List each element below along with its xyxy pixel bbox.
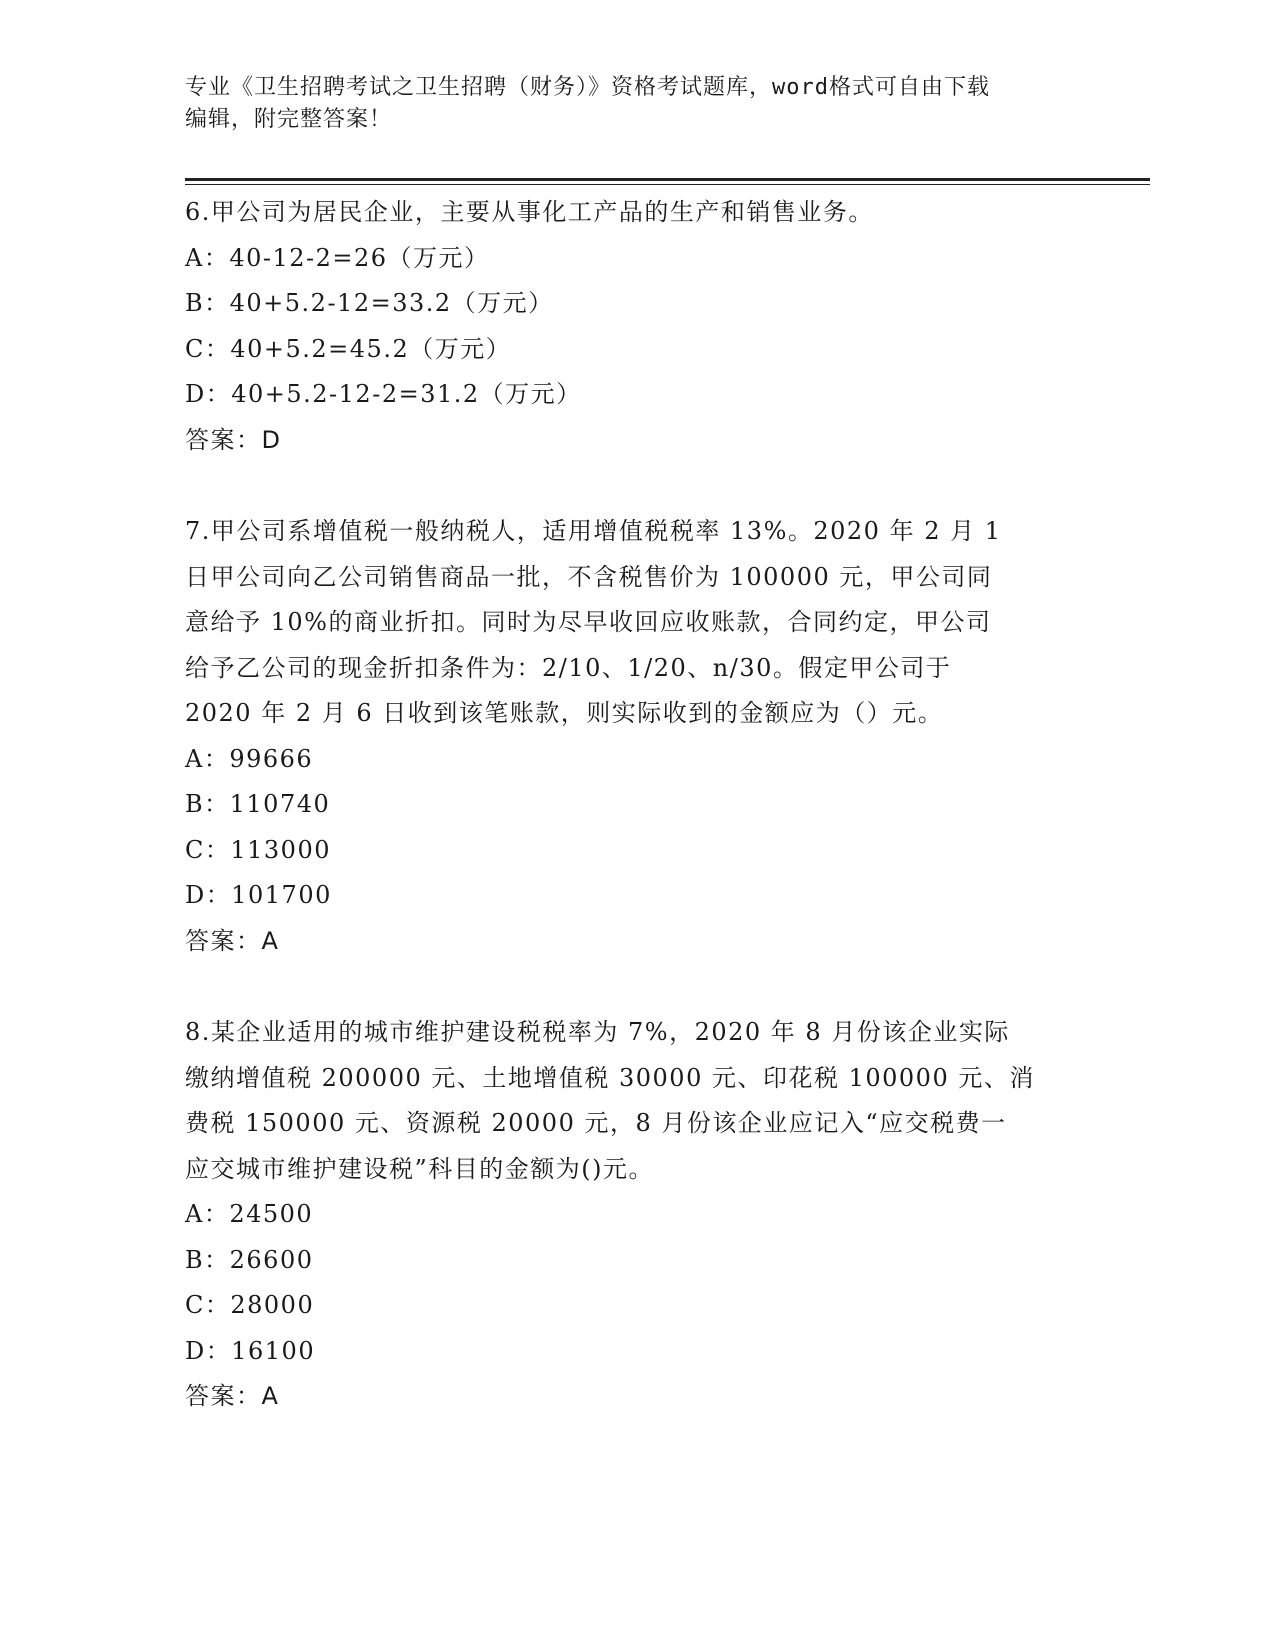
option-c: C：113000 bbox=[185, 835, 331, 864]
question-7 bbox=[185, 509, 1085, 964]
stem-line: 7.甲公司系增值税一般纳税人，适用增值税税率 13%。2020 年 2 月 1 bbox=[185, 517, 1002, 545]
option-d: D：16100 bbox=[185, 1336, 316, 1365]
option-a: A：40-12-2=26（万元） bbox=[185, 243, 490, 272]
option-c: C：40+5.2=45.2（万元） bbox=[185, 334, 512, 363]
option-b: B：26600 bbox=[185, 1245, 314, 1274]
option-c: C：28000 bbox=[185, 1291, 315, 1319]
question-stem bbox=[185, 1010, 1085, 1192]
header-line-1: 专业《卫生招聘考试之卫生招聘（财务）》资格考试题库，word格式可自由下载 bbox=[185, 75, 990, 100]
question-stem bbox=[185, 509, 1085, 737]
answer: 答案：A bbox=[185, 926, 280, 955]
document-header bbox=[185, 72, 1065, 136]
header-line-2: 编辑，附完整答案！ bbox=[185, 107, 393, 132]
stem-line: 费税 150000 元、资源税 20000 元，8 月份该企业应记入“应交税费一 bbox=[185, 1109, 1007, 1137]
answer: 答案：A bbox=[185, 1382, 280, 1410]
option-b: B：40+5.2-12=33.2（万元） bbox=[185, 289, 554, 317]
stem-line: 给予乙公司的现金折扣条件为：2/10、1/20、n/30。假定甲公司于 bbox=[185, 653, 952, 682]
answer: 答案：D bbox=[185, 425, 282, 454]
stem-line: 日甲公司向乙公司销售商品一批，不含税售价为 100000 元，甲公司同 bbox=[185, 562, 993, 591]
option-b: B：110740 bbox=[185, 790, 331, 818]
stem-line: 2020 年 2 月 6 日收到该笔账款，则实际收到的金额应为（）元。 bbox=[185, 699, 944, 727]
option-a: A：99666 bbox=[185, 744, 314, 773]
question-8 bbox=[185, 1010, 1085, 1420]
header-divider-thin bbox=[185, 184, 1150, 185]
header-divider-thick bbox=[185, 178, 1150, 181]
question-stem bbox=[185, 190, 1085, 236]
stem-line: 意给予 10%的商业折扣。同时为尽早收回应收账款，合同约定，甲公司 bbox=[185, 608, 992, 636]
question-list bbox=[185, 190, 1085, 1466]
stem-line: 8.某企业适用的城市维护建设税税率为 7%，2020 年 8 月份该企业实际 bbox=[185, 1018, 1010, 1046]
option-d: D：40+5.2-12-2=31.2（万元） bbox=[185, 380, 582, 408]
option-a: A：24500 bbox=[185, 1200, 314, 1228]
question-6 bbox=[185, 190, 1085, 463]
stem-line: 6.甲公司为居民企业，主要从事化工产品的生产和销售业务。 bbox=[185, 198, 874, 226]
stem-line: 缴纳增值税 200000 元、土地增值税 30000 元、印花税 100000 元、消 bbox=[185, 1063, 1035, 1092]
option-d: D：101700 bbox=[185, 881, 332, 909]
stem-line: 应交城市维护建设税”科目的金额为()元。 bbox=[185, 1154, 654, 1183]
